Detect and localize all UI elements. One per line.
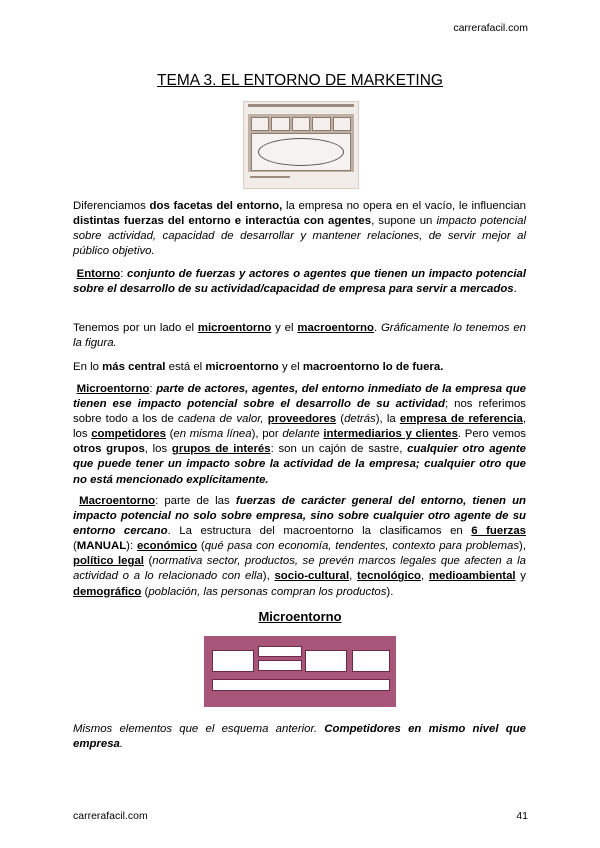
footer-site: carrerafacil.com: [73, 810, 148, 822]
paragraph-micro-macro: Tenemos por un lado el microentorno y el macroentorno. Gráficamente lo tenemos en la figura.: [73, 322, 527, 350]
paragraph-facetas: Diferenciamos dos facetas del entorno, la empresa no opera en el vacío, le influencian distintas fuerzas del entorno e interactúa con agentes, supone un impacto potencial sobre actividad, capacidad de desarrollar y mantener relaciones, de servir mejor al público objetivo.: [73, 200, 526, 258]
header-site: carrerafacil.com: [453, 22, 528, 34]
paragraph-competidores: Mismos elementos que el esquema anterior. Competidores en mismo nivel que empresa.: [73, 723, 526, 751]
page-title: TEMA 3. EL ENTORNO DE MARKETING: [157, 72, 443, 89]
section-heading-microentorno: Microentorno: [258, 609, 342, 624]
entorno-diagram-image: [243, 101, 359, 189]
paragraph-central: En lo más central está el microentorno y el macroentorno lo de fuera.: [73, 361, 444, 373]
paragraph-entorno-def: Entorno: conjunto de fuerzas y actores o agentes que tienen un impacto potencial sobre el desarrollo de su actividad/capacidad de empresa para servir a mercados.: [73, 268, 526, 296]
paragraph-macroentorno: Macroentorno: parte de las fuerzas de carácter general del entorno, tienen un impacto potencial no solo sobre empresa, sino sobre cualquier otro agente de su entorno cercano. La estructura del macroentorno la clasificamos en 6 fuerzas (MANUAL): económico (qué pasa con economía, tendentes, contexto para problemas), político legal (normativa sector, productos, se prevén marcos legales que afecten a la actividad o a lo relacionado con ella), socio-cultural, tecnológico, medioambiental y demográfico (población, las personas compran los productos).: [73, 495, 526, 598]
page-number: 41: [516, 810, 528, 822]
paragraph-microentorno: Microentorno: parte de actores, agentes, del entorno inmediato de la empresa que tienen ese impacto potencial sobre el desarrollo de su actividad; nos referimos sobre todo a los de cadena de valor, proveedores (detrás), la empresa de referencia, los competidores (en misma línea), por delante intermediarios y clientes. Pero vemos otros grupos, los grupos de interés: son un cajón de sastre, cualquier otro agente que puede tener un impacto sobre la actividad de la empresa; cualquier otro que no está mencionado explícitamente.: [73, 383, 526, 486]
microentorno-diagram-image: [204, 636, 396, 707]
